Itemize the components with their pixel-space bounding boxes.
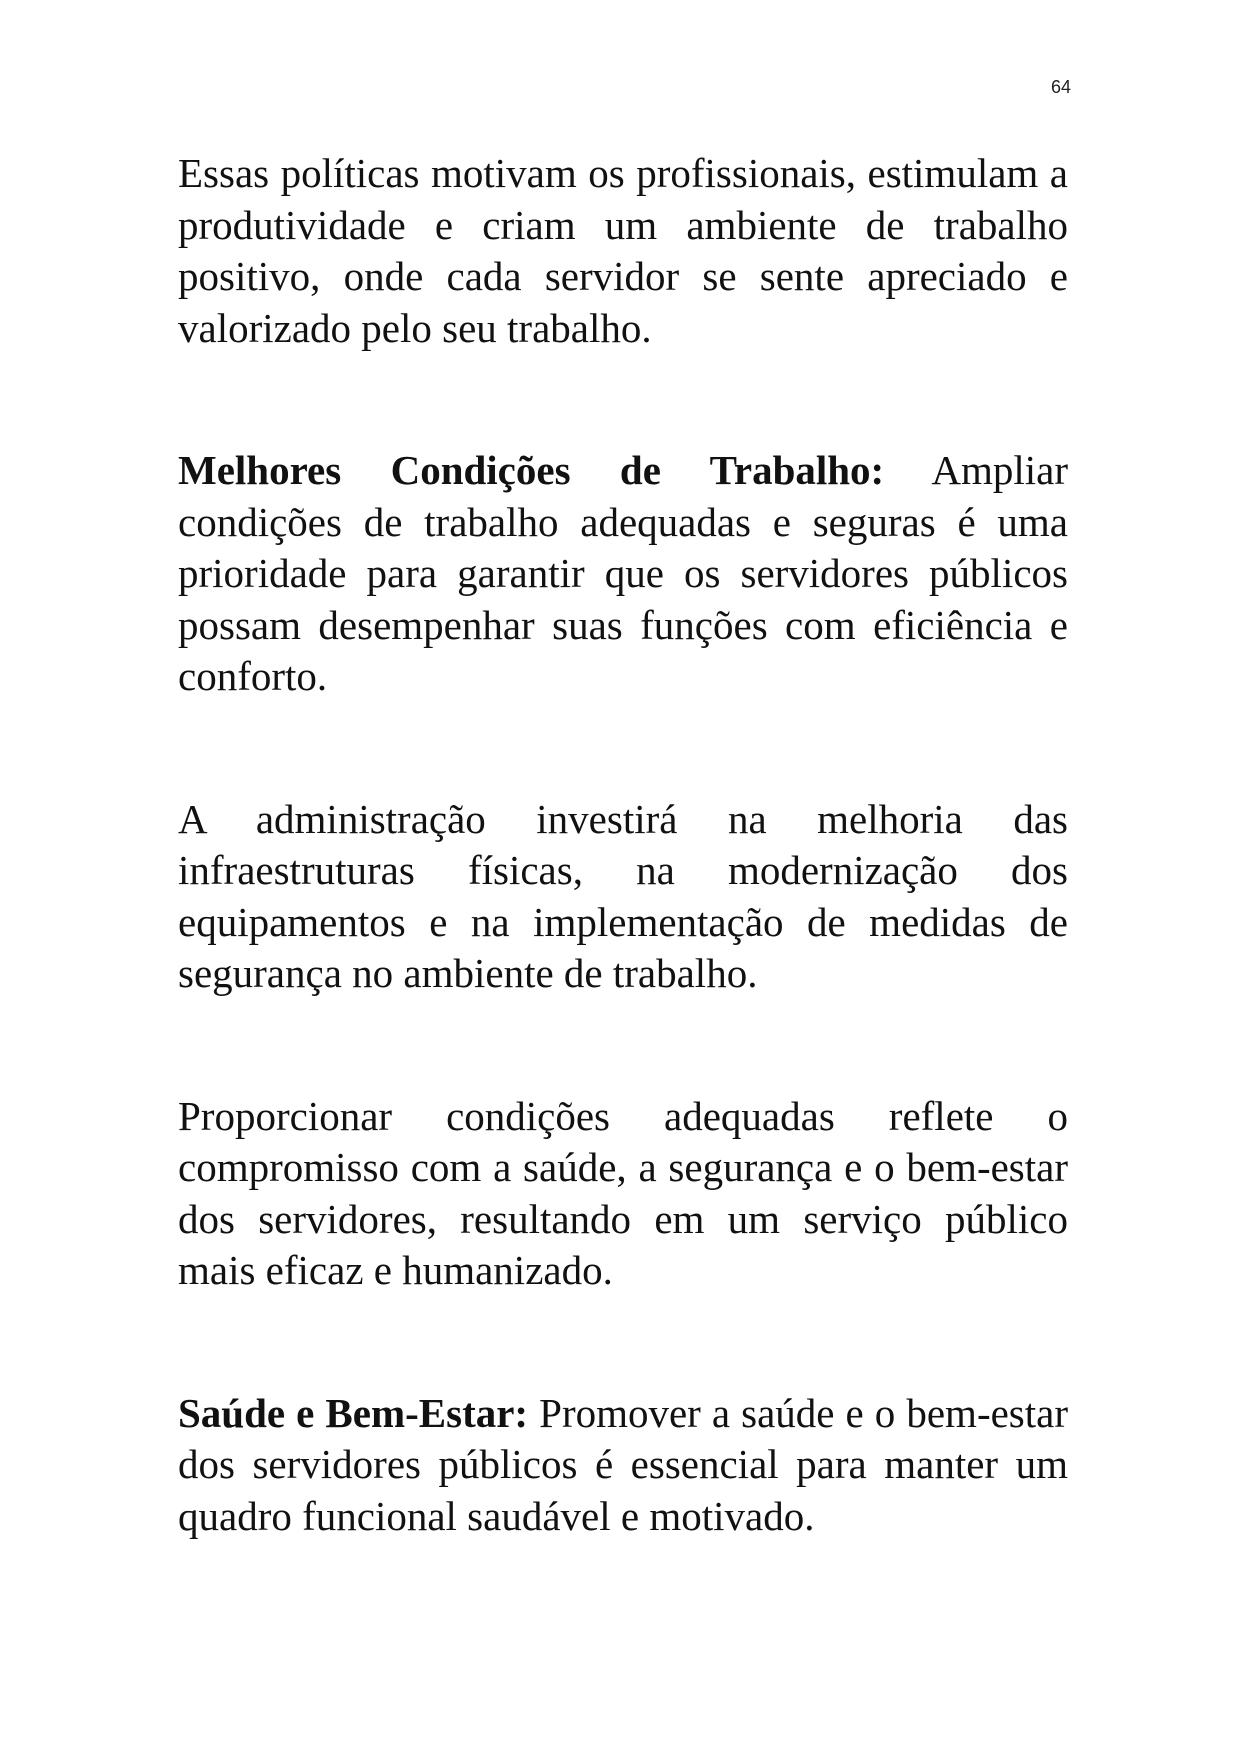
page-number: 64	[1050, 77, 1071, 97]
section-heading-health-wellbeing: Saúde e Bem-Estar:	[178, 1389, 529, 1436]
paragraph-infrastructure-investment	[178, 794, 1068, 1000]
paragraph-working-conditions	[178, 445, 1068, 703]
paragraph-health-wellbeing	[178, 1388, 1068, 1543]
paragraph-text: Promover a saúde e o bem-estar dos servidores públicos é essencial para manter um quadro funcional saudável e motivado.	[178, 1389, 1068, 1539]
paragraph-adequate-conditions	[178, 1091, 1068, 1297]
paragraph-text: Essas políticas motivam os profissionais, estimulam a produtividade e criam um ambiente de trabalho positivo, onde cada servidor se sente apreciado e valorizado pelo seu trabalho.	[178, 150, 1068, 351]
paragraph-text: A administração investirá na melhoria das infraestruturas físicas, na modernização dos equipamentos e na implementação de medidas de segurança no ambiente de trabalho.	[178, 795, 1068, 996]
section-heading-working-conditions: Melhores Condições de Trabalho:	[178, 447, 885, 493]
paragraph-text: Proporcionar condições adequadas reflete o compromisso com a saúde, a segurança e o bem-estar dos servidores, resultando em um serviço público mais eficaz e humanizado.	[178, 1092, 1068, 1293]
page-content	[178, 148, 1068, 1542]
paragraph-text: Ampliar condições de trabalho adequadas e seguras é uma prioridade para garantir que os servidores públicos possam desempenhar suas funções com eficiência e conforto.	[178, 447, 1068, 699]
paragraph-policies-motivation	[178, 148, 1068, 354]
